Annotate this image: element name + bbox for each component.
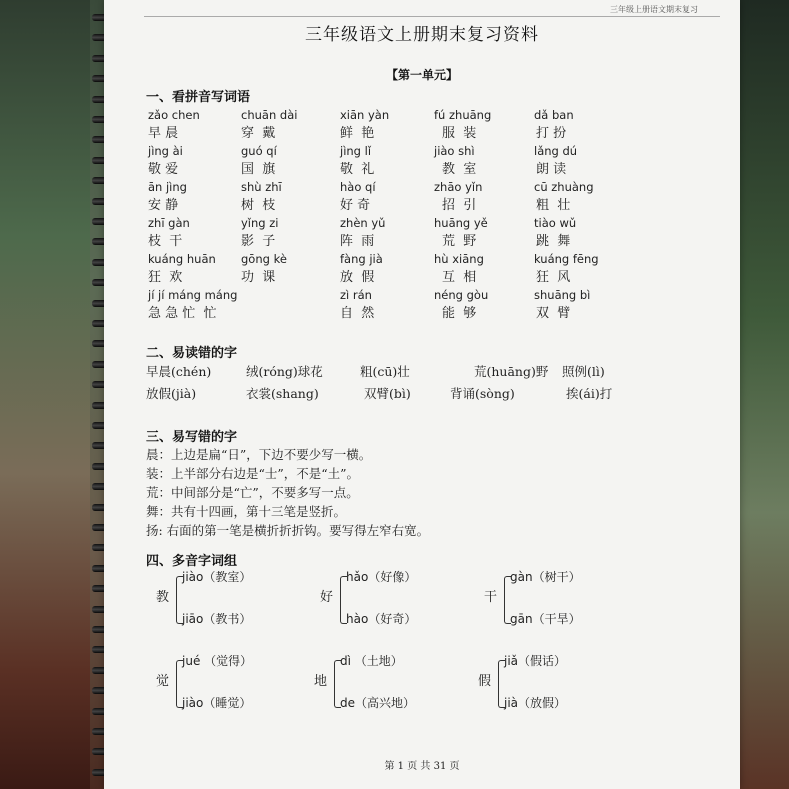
reading-1: hǎo（好像） xyxy=(346,570,417,584)
chinese-word: 穿 戴 xyxy=(241,126,276,141)
pinyin-text: zì rán xyxy=(340,288,372,302)
misread-item: 照例(lì) xyxy=(562,364,605,379)
misread-item: 双臂(bì) xyxy=(364,386,411,401)
pinyin-text: zhèn yǔ xyxy=(340,216,386,230)
misread-item: 荒(huāng)野 xyxy=(474,364,549,379)
misread-item: 放假(jià) xyxy=(146,386,197,401)
chinese-word: 招 引 xyxy=(442,198,477,213)
chinese-word: 树 枝 xyxy=(241,198,276,213)
pinyin-text: xiān yàn xyxy=(340,108,390,122)
chinese-word: 互 相 xyxy=(442,270,477,285)
chinese-word: 狂 欢 xyxy=(148,270,183,285)
chinese-word: 教 室 xyxy=(442,162,477,177)
misread-item: 绒(róng)球花 xyxy=(246,364,323,379)
chinese-word: 鲜 艳 xyxy=(340,126,375,141)
chinese-word: 枝 干 xyxy=(148,234,183,249)
chinese-word: 影 子 xyxy=(241,234,276,249)
chinese-word: 荒 野 xyxy=(442,234,477,249)
reading-2: gān（干旱） xyxy=(510,612,581,626)
chinese-word: 双 臂 xyxy=(536,306,571,321)
misread-item: 早晨(chén) xyxy=(146,364,212,379)
polyphone-char: 地 xyxy=(314,674,328,689)
reading-2: jià（放假） xyxy=(504,696,567,710)
pinyin-text: yǐng zi xyxy=(241,216,279,230)
miswrite-item: 舞：共有十四画，第十三笔是竖折。 xyxy=(146,504,347,519)
chinese-word: 狂 风 xyxy=(536,270,571,285)
chinese-word: 好 奇 xyxy=(340,198,371,213)
chinese-word: 服 装 xyxy=(442,126,477,141)
polyphone-char: 干 xyxy=(484,590,498,605)
pinyin-text: zhī gàn xyxy=(148,216,190,230)
pinyin-text: dǎ ban xyxy=(534,108,574,122)
reading-2: hào（好奇） xyxy=(346,612,417,626)
page-title: 三年级语文上册期末复习资料 xyxy=(305,25,539,45)
pinyin-text: lǎng dú xyxy=(534,144,578,158)
pinyin-text: huāng yě xyxy=(434,216,488,230)
chinese-word: 国 旗 xyxy=(241,162,276,177)
chinese-word: 功 课 xyxy=(241,270,276,285)
miswrite-item: 扬: 右面的第一笔是横折折折钩。要写得左窄右宽。 xyxy=(146,523,430,538)
header-rule xyxy=(144,16,720,17)
pinyin-text: tiào wǔ xyxy=(534,216,577,230)
pinyin-text: guó qí xyxy=(241,144,277,158)
pinyin-text: shù zhī xyxy=(241,180,282,194)
pinyin-text: néng gòu xyxy=(434,288,489,302)
pinyin-text: jìng lǐ xyxy=(340,144,372,158)
pinyin-text: hù xiāng xyxy=(434,252,484,266)
pinyin-text: hào qí xyxy=(340,180,376,194)
pinyin-text: jiào shì xyxy=(434,144,475,158)
miswrite-item: 晨：上边是扁“日”，下边不要少写一横。 xyxy=(146,447,372,462)
miswrite-item: 荒：中间部分是“亡”，不要多写一点。 xyxy=(146,485,359,500)
pinyin-text: kuáng fēng xyxy=(534,252,599,266)
chinese-word: 阵 雨 xyxy=(340,234,375,249)
polyphone-char: 好 xyxy=(320,590,334,605)
pinyin-text: ān jìng xyxy=(148,180,187,194)
reading-2: jiào（睡觉） xyxy=(182,696,252,710)
reading-1: jiǎ（假话） xyxy=(504,654,567,668)
pinyin-text: zhāo yǐn xyxy=(434,180,483,194)
chinese-word: 自 然 xyxy=(340,306,375,321)
pinyin-text: cū zhuàng xyxy=(534,180,594,194)
section-heading-4: 四、多音字词组 xyxy=(146,554,238,569)
page-footer: 第 1 页 共 31 页 xyxy=(384,761,460,772)
chinese-word: 朗 读 xyxy=(536,162,567,177)
unit-heading: 【第一单元】 xyxy=(385,68,458,82)
background-left xyxy=(0,0,90,789)
miswrite-item: 装：上半部分右边是“士”，不是“土”。 xyxy=(146,466,360,481)
polyphone-char: 教 xyxy=(156,590,170,605)
reading-2: jiāo（教书） xyxy=(182,612,252,626)
misread-item: 挨(ái)打 xyxy=(566,386,613,401)
pinyin-text: fàng jià xyxy=(340,252,383,266)
chinese-word: 粗 壮 xyxy=(536,198,571,213)
chinese-word: 打 扮 xyxy=(536,126,567,141)
misread-item: 衣裳(shang) xyxy=(246,386,319,401)
reading-1: gàn（树干） xyxy=(510,570,581,584)
chinese-word: 急 急 忙 忙 xyxy=(148,306,217,321)
reading-2: de（高兴地） xyxy=(340,696,416,710)
pinyin-text: gōng kè xyxy=(241,252,287,266)
chinese-word: 安 静 xyxy=(148,198,179,213)
misread-item: 粗(cū)壮 xyxy=(360,364,410,379)
pinyin-text: fú zhuāng xyxy=(434,108,492,122)
reading-1: dì （土地） xyxy=(340,654,403,668)
pinyin-text: shuāng bì xyxy=(534,288,591,302)
reading-1: jiào（教室） xyxy=(182,570,252,584)
pinyin-text: jí jí máng máng xyxy=(148,288,238,302)
section-heading-2: 二、易读错的字 xyxy=(146,346,238,361)
polyphone-char: 假 xyxy=(478,674,492,689)
section-heading-1: 一、看拼音写词语 xyxy=(146,90,251,105)
chinese-word: 跳 舞 xyxy=(536,234,571,249)
pinyin-text: jìng ài xyxy=(148,144,183,158)
chinese-word: 放 假 xyxy=(340,270,375,285)
pinyin-text: chuān dài xyxy=(241,108,298,122)
chinese-word: 能 够 xyxy=(442,306,477,321)
reading-1: jué （觉得） xyxy=(182,654,253,668)
document-page xyxy=(104,0,740,789)
section-heading-3: 三、易写错的字 xyxy=(146,430,238,445)
running-header: 三年级上册语文期末复习 xyxy=(610,5,698,14)
chinese-word: 敬 爱 xyxy=(148,162,179,177)
chinese-word: 早 晨 xyxy=(148,126,179,141)
chinese-word: 敬 礼 xyxy=(340,162,375,177)
misread-item: 背诵(sòng) xyxy=(450,386,515,401)
pinyin-text: kuáng huān xyxy=(148,252,216,266)
polyphone-char: 觉 xyxy=(156,674,170,689)
pinyin-text: zǎo chen xyxy=(148,108,200,122)
